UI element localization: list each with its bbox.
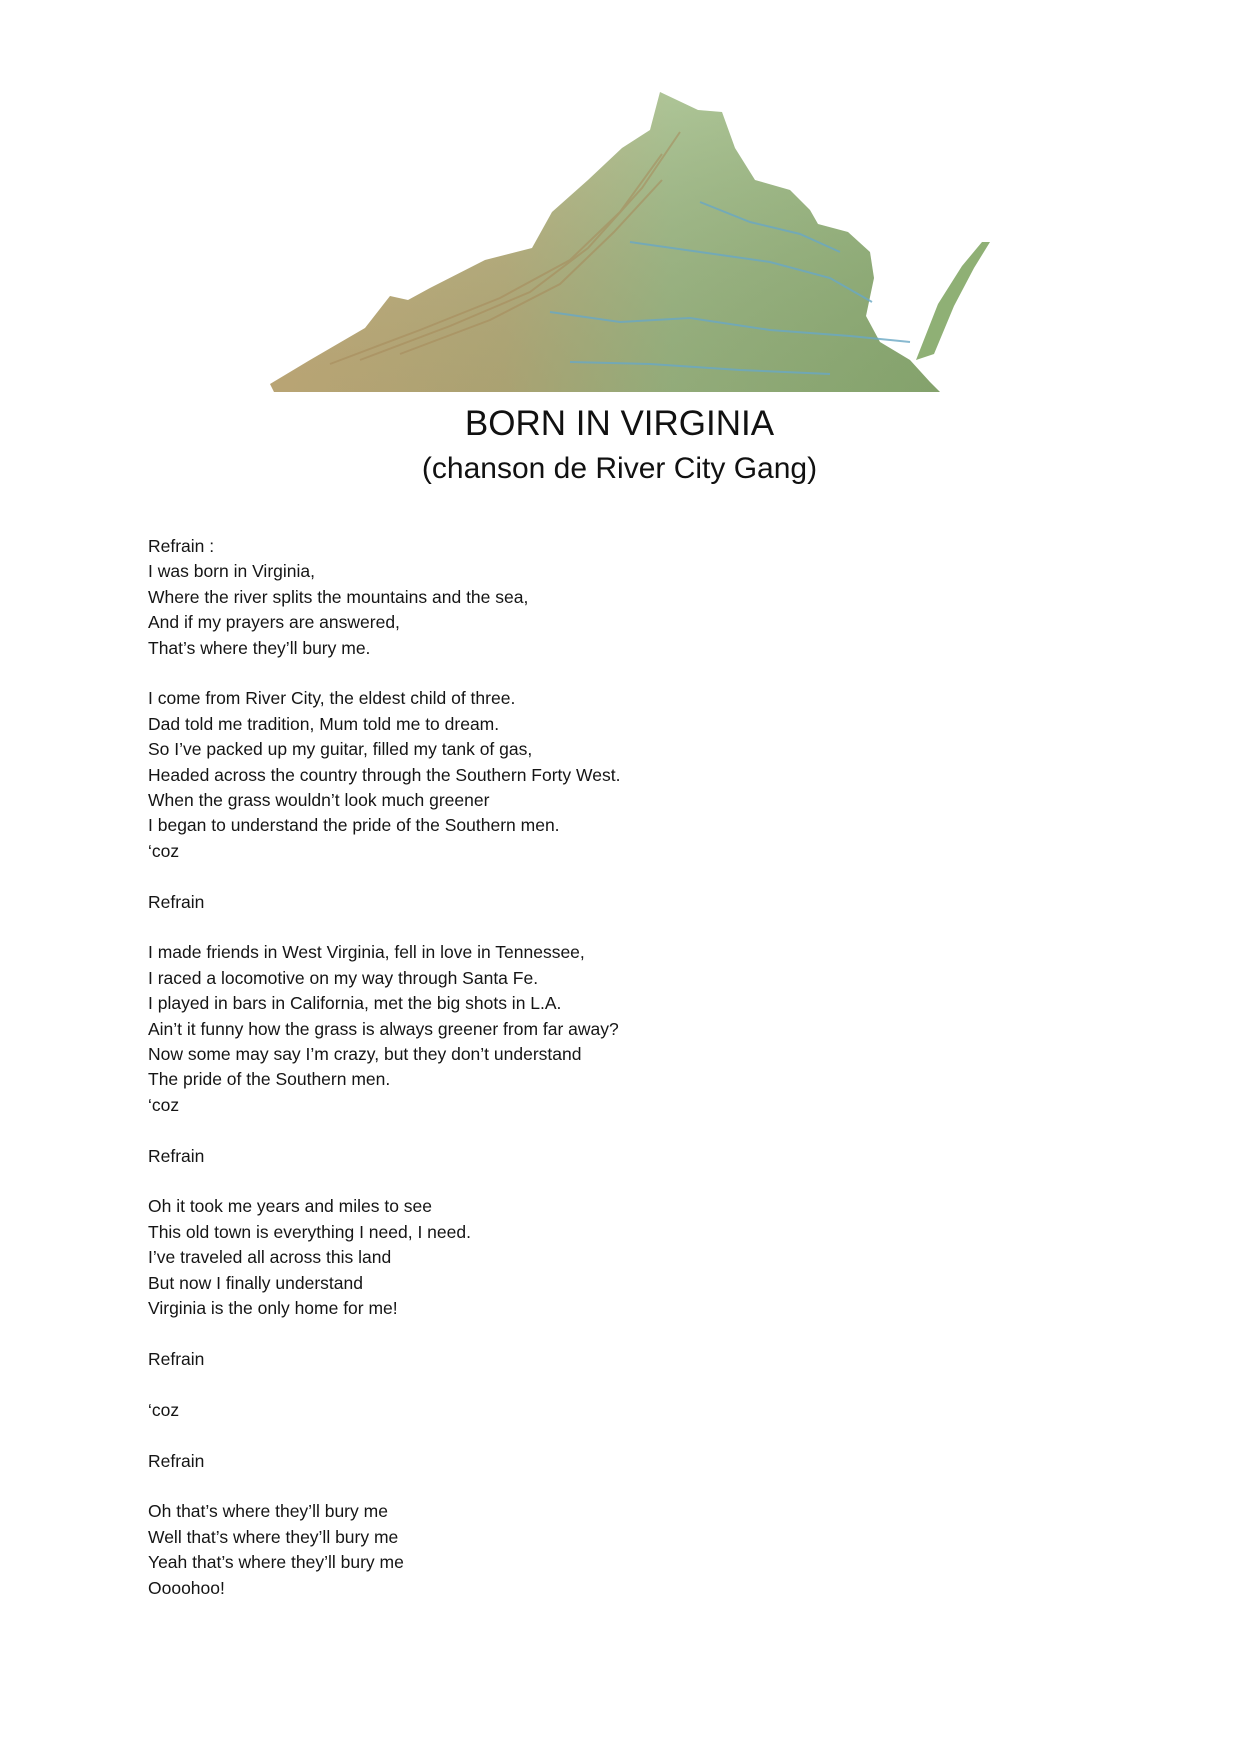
lyric-line: So I’ve packed up my guitar, filled my tank of gas, [148,739,533,760]
stanza-verse-2 [148,940,1048,1118]
stanza-refrain [148,1449,1048,1474]
stanza-coz [148,1398,1048,1423]
stanza-refrain [148,1144,1048,1169]
lyric-line: Now some may say I’m crazy, but they don’t understand [148,1044,582,1065]
lyric-line: I played in bars in California, met the big shots in L.A. [148,993,562,1014]
lyric-line: I come from River City, the eldest child of three. [148,688,516,709]
stanza-refrain [148,890,1048,915]
lyric-line: Oooohoo! [148,1577,225,1598]
stanza-refrain [148,1347,1048,1372]
lyric-line: Ain’t it funny how the grass is always greener from far away? [148,1018,619,1039]
eastern-shore-peninsula [916,242,990,360]
virginia-relief-map [270,92,990,392]
lyric-line: Where the river splits the mountains and the sea, [148,586,529,607]
lyric-line: The pride of the Southern men. [148,1069,391,1090]
lyric-line: That’s where they’ll bury me. [148,637,371,658]
lyric-line: Yeah that’s where they’ll bury me [148,1552,404,1573]
lyric-line: Refrain [148,891,205,912]
stanza-bridge [148,1194,1048,1321]
song-subtitle: (chanson de River City Gang) [421,452,818,485]
lyric-line: Refrain [148,1450,205,1471]
lyric-line: And if my prayers are answered, [148,612,400,633]
lyric-line: Well that’s where they’ll bury me [148,1526,399,1547]
lyric-line: I’ve traveled all across this land [148,1247,392,1268]
lyric-line: ‘coz [148,1399,180,1420]
lyrics [148,534,1048,1626]
lyric-line: This old town is everything I need, I need. [148,1221,471,1242]
lyric-line: I made friends in West Virginia, fell in love in Tennessee, [148,942,585,963]
stanza-verse-1 [148,686,1048,864]
lyric-line: Oh it took me years and miles to see [148,1196,433,1217]
lyric-line: I began to understand the pride of the Southern men. [148,815,560,836]
lyric-line: Refrain [148,1348,205,1369]
lyric-line: Virginia is the only home for me! [148,1298,398,1319]
lyric-line: Refrain : [148,536,215,556]
lyric-line: I was born in Virginia, [148,561,315,582]
lyric-line: But now I finally understand [148,1272,363,1293]
lyric-line: ‘coz [148,840,180,861]
lyric-line: I raced a locomotive on my way through Santa Fe. [148,967,539,988]
stanza-outro [148,1499,1048,1601]
stanza-refrain-intro [148,534,1048,661]
lyric-line: Headed across the country through the Southern Forty West. [148,764,621,785]
lyric-line: ‘coz [148,1094,180,1115]
lyric-line: Refrain [148,1145,205,1166]
song-title: BORN IN VIRGINIA [464,404,775,443]
lyric-line: Dad told me tradition, Mum told me to dream. [148,713,500,734]
lyric-line: Oh that’s where they’ll bury me [148,1501,388,1522]
lyric-line: When the grass wouldn’t look much greener [148,790,490,811]
